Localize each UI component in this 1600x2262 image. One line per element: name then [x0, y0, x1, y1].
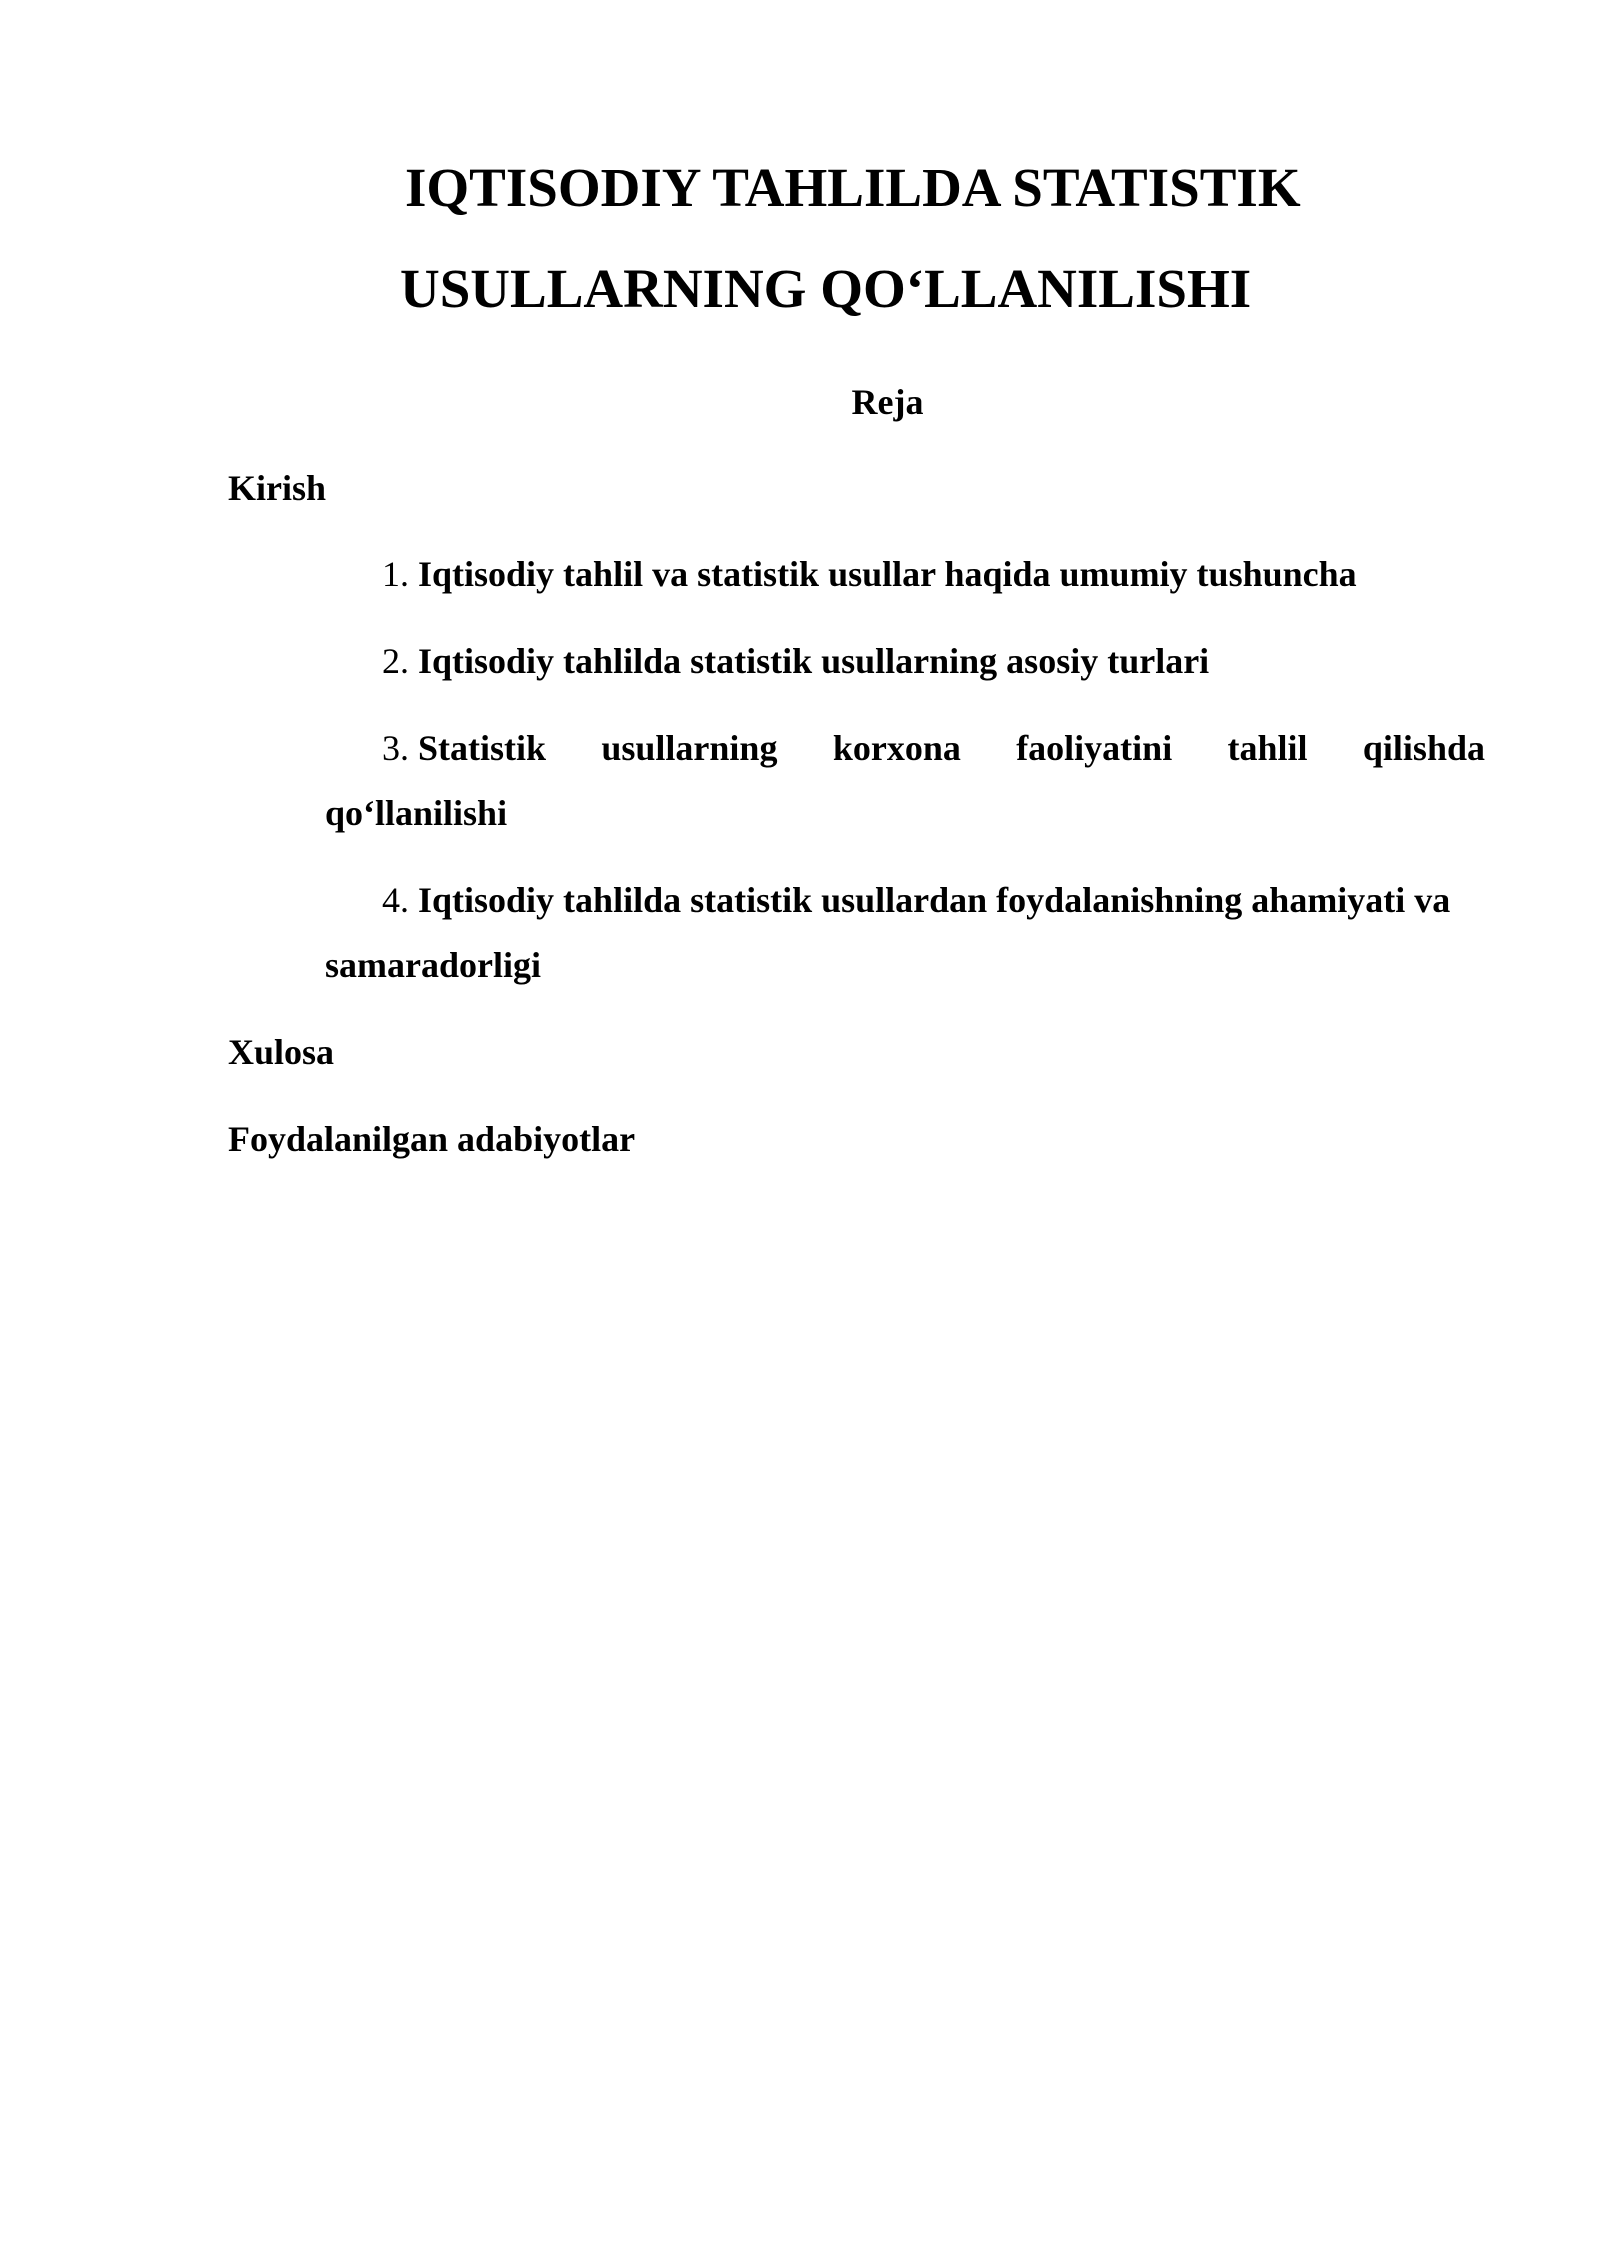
section-intro: Kirish: [228, 468, 327, 508]
section-conclusion: Xulosa: [228, 1032, 335, 1072]
plan-item-4-continuation: samaradorligi: [325, 945, 541, 985]
plan-item-3-continuation: qo‘llanilishi: [325, 793, 508, 833]
plan-item-4: [325, 878, 1450, 922]
plan-item-number: 3.: [382, 728, 409, 768]
plan-item-word: tahlil: [1227, 728, 1308, 768]
plan-item-word: korxona: [832, 728, 961, 768]
plan-item-2: [325, 639, 1485, 683]
plan-item-word: qilishda: [1362, 728, 1485, 768]
plan-item-text: Iqtisodiy tahlilda statistik usullarning asosiy turlari: [418, 641, 1210, 681]
plan-item-3: [382, 726, 1485, 770]
document-title-line-2: USULLARNING QO‘LLANILISHI: [400, 258, 1252, 319]
plan-item-number: 4.: [382, 880, 409, 920]
plan-item-1: [325, 552, 1485, 596]
section-references: Foydalanilgan adabiyotlar: [228, 1119, 636, 1159]
plan-item-text: Iqtisodiy tahlil va statistik usullar haqida umumiy tushuncha: [418, 554, 1357, 594]
plan-item-word: usullarning: [601, 728, 778, 768]
plan-item-number: 2.: [382, 641, 409, 681]
plan-item-word: Statistik: [418, 728, 547, 768]
plan-item-number: 1.: [382, 554, 409, 594]
plan-item-text: Iqtisodiy tahlilda statistik usullardan foydalanishning ahamiyati va: [418, 880, 1451, 920]
document-title-line-1: IQTISODIY TAHLILDA STATISTIK: [405, 157, 1301, 218]
plan-item-word: faoliyatini: [1016, 728, 1173, 768]
plan-heading: Reja: [851, 382, 924, 422]
